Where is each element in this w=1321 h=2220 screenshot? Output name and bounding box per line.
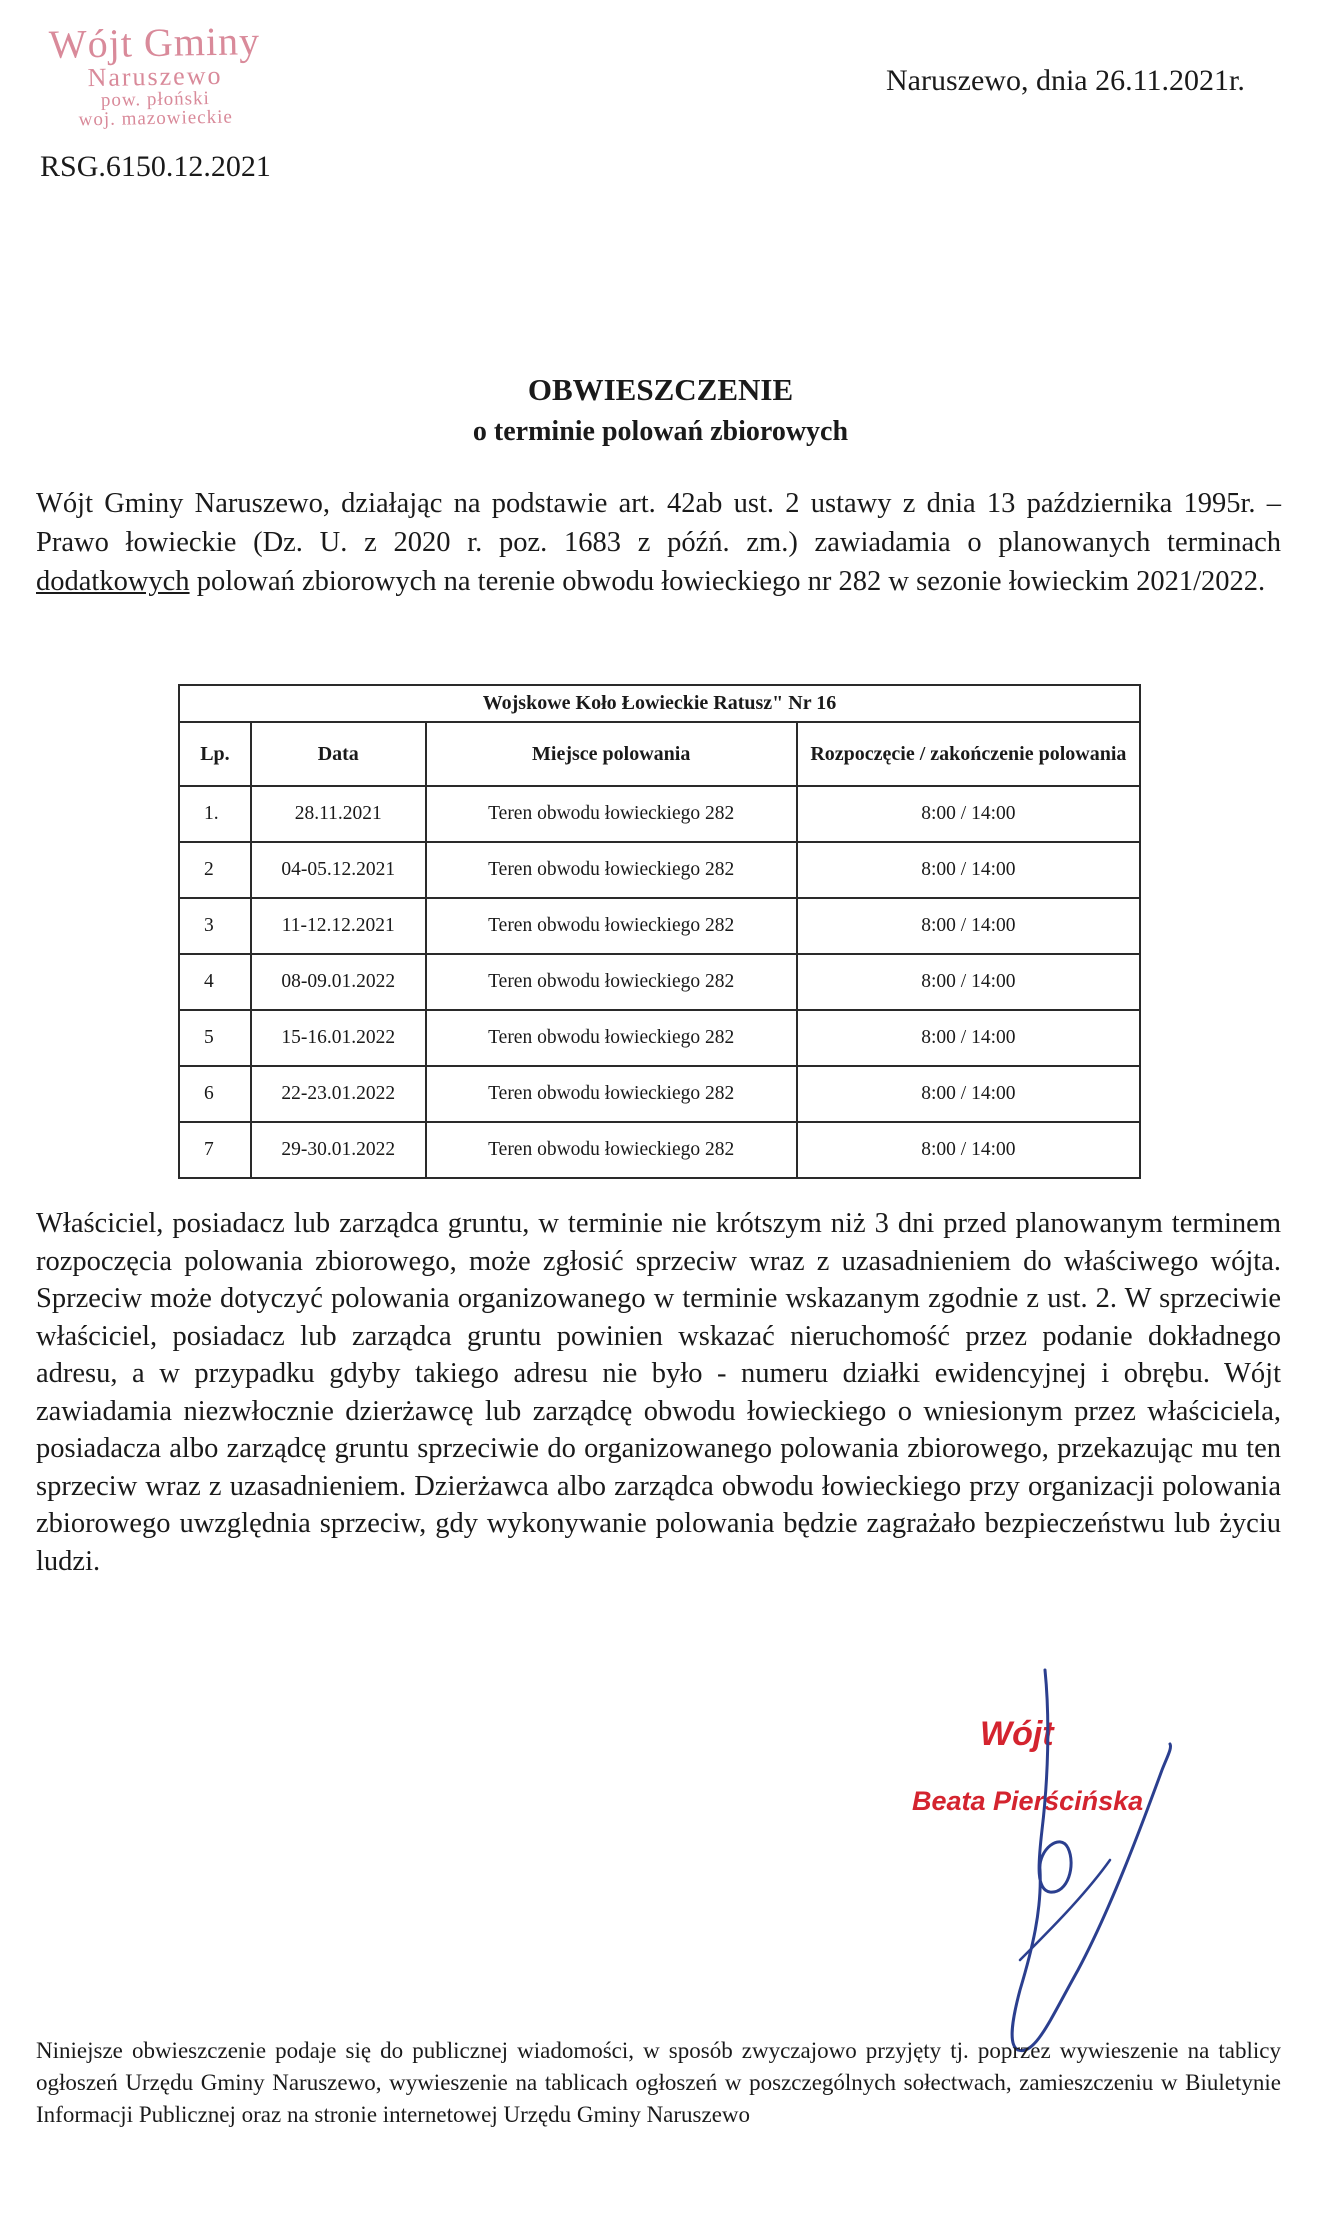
table-row — [179, 786, 1140, 842]
column-header-place: Miejsce polowania — [426, 722, 797, 786]
cell-lp: 1. — [179, 786, 251, 842]
cell-lp: 4 — [179, 954, 251, 1010]
cell-date: 28.11.2021 — [251, 786, 426, 842]
column-header-lp: Lp. — [179, 722, 251, 786]
cell-lp: 3 — [179, 898, 251, 954]
cell-date: 08-09.01.2022 — [251, 954, 426, 1010]
cell-date: 22-23.01.2022 — [251, 1066, 426, 1122]
cell-time: 8:00 / 14:00 — [797, 1122, 1140, 1178]
cell-time: 8:00 / 14:00 — [797, 1066, 1140, 1122]
table-row — [179, 1122, 1140, 1178]
column-header-time: Rozpoczęcie / zakończenie polowania — [797, 722, 1140, 786]
intro-text-start: Wójt Gminy Naruszewo, działając na podstawie art. 42ab ust. 2 ustawy z dnia 13 października 1995r. – Prawo łowieckie (Dz. U. z 2020 r. poz. 1683 z późń. zm.) zawiadamia o planowanych terminach — [36, 488, 1281, 558]
title-subtitle: o terminie polowań zbiorowych — [472, 416, 849, 447]
cell-date: 11-12.12.2021 — [251, 898, 426, 954]
handwritten-signature-icon — [900, 1660, 1260, 2080]
cell-time: 8:00 / 14:00 — [797, 954, 1140, 1010]
signature-title: Wójt — [980, 1715, 1054, 1753]
signature-block — [900, 1660, 1260, 2080]
cell-place: Teren obwodu łowieckiego 282 — [426, 1066, 797, 1122]
cell-lp: 7 — [179, 1122, 251, 1178]
intro-paragraph — [36, 484, 1281, 601]
cell-time: 8:00 / 14:00 — [797, 1010, 1140, 1066]
title-main: OBWIESZCZENIE — [527, 372, 794, 407]
table-caption: Wojskowe Koło Łowieckie Ratusz" Nr 16 — [179, 685, 1140, 722]
cell-place: Teren obwodu łowieckiego 282 — [426, 1010, 797, 1066]
intro-text-end: polowań zbiorowych na terenie obwodu łowieckiego nr 282 w sezonie łowieckim 2021/2022. — [189, 566, 1266, 597]
hunt-schedule-table — [178, 684, 1141, 1179]
cell-place: Teren obwodu łowieckiego 282 — [426, 842, 797, 898]
cell-place: Teren obwodu łowieckiego 282 — [426, 954, 797, 1010]
table-row — [179, 1010, 1140, 1066]
stamp-line-office: Wójt Gminy — [48, 18, 261, 67]
office-stamp — [29, 20, 281, 131]
reference-number: RSG.6150.12.2021 — [40, 150, 271, 183]
cell-place: Teren obwodu łowieckiego 282 — [426, 786, 797, 842]
column-header-date: Data — [251, 722, 426, 786]
objection-paragraph: Właściciel, posiadacz lub zarządca gruntu, w terminie nie krótszym niż 3 dni przed planowanym terminem rozpoczęcia polowania zbiorowego, może zgłosić sprzeciw wraz z uzasadnieniem do właściwego wójta. Sprzeciw może dotyczyć polowania organizowanego w terminie wskazanym zgodnie z ust. 2. W sprzeciwie właściciel, posiadacz lub zarządca gruntu powinien wskazać nieruchomość przez podanie dokładnego adresu, a w przypadku gdyby takiego adresu nie było - numeru działki ewidencyjnej i obrębu. Wójt zawiadamia niezwłocznie dzierżawcę lub zarządcę obwodu łowieckiego o wniesionym przez właściciela, posiadacza albo zarządcę gruntu sprzeciwie do organizowanego polowania zbiorowego, przekazując mu ten sprzeciw wraz z uzasadnieniem. Dzierżawca albo zarządca obwodu łowieckiego przy organizacji polowania zbiorowego uwzględnia sprzeciw, gdy wykonywanie polowania będzie zagrażało bezpieczeństwu lub życiu ludzi. — [36, 1208, 1281, 1577]
stamp-line-voivodeship: woj. mazowieckie — [78, 106, 234, 131]
cell-place: Teren obwodu łowieckiego 282 — [426, 1122, 797, 1178]
stamp-line-municipality: Naruszewo — [87, 60, 223, 93]
cell-lp: 2 — [179, 842, 251, 898]
table-row — [179, 842, 1140, 898]
cell-place: Teren obwodu łowieckiego 282 — [426, 898, 797, 954]
document-title — [0, 370, 1321, 454]
cell-lp: 5 — [179, 1010, 251, 1066]
table-row — [179, 1066, 1140, 1122]
table-row — [179, 898, 1140, 954]
table-row — [179, 954, 1140, 1010]
cell-time: 8:00 / 14:00 — [797, 786, 1140, 842]
cell-date: 15-16.01.2022 — [251, 1010, 426, 1066]
footer-note: Niniejsze obwieszczenie podaje się do publicznej wiadomości, w sposób zwyczajowo przyjęty tj. poprzez wywieszenie na tablicy ogłoszeń Urzędu Gminy Naruszewo, wywieszenie na tablicach ogłoszeń w poszczególnych sołectwach, zamieszczeniu w Biuletynie Informacji Publicznej oraz na stronie internetowej Urzędu Gminy Naruszewo — [36, 2038, 1281, 2127]
cell-date: 04-05.12.2021 — [251, 842, 426, 898]
stamp-line-county: pow. płoński — [100, 88, 211, 111]
cell-time: 8:00 / 14:00 — [797, 898, 1140, 954]
intro-underlined-word: dodatkowych — [36, 566, 190, 597]
place-and-date: Naruszewo, dnia 26.11.2021r. — [886, 64, 1245, 97]
cell-date: 29-30.01.2022 — [251, 1122, 426, 1178]
signature-name: Beata Pierścińska — [912, 1786, 1144, 1816]
cell-time: 8:00 / 14:00 — [797, 842, 1140, 898]
cell-lp: 6 — [179, 1066, 251, 1122]
